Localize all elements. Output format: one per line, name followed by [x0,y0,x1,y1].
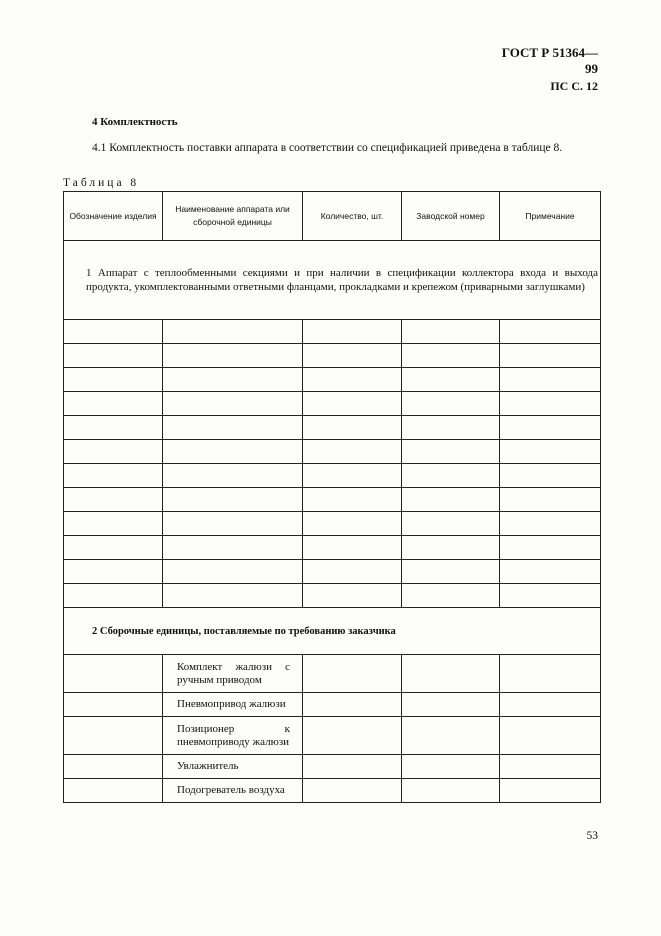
table-cell [402,440,500,464]
table-cell [500,440,601,464]
table-row [64,320,601,344]
table-cell [500,320,601,344]
table-cell [500,512,601,536]
page-reference: ПС С. 12 [550,79,598,93]
table-cell [303,693,402,717]
table-cell [64,320,163,344]
table-caption: Таблица 8 [63,177,140,189]
table-row [64,584,601,608]
table-row [64,536,601,560]
section1-text: 1 Аппарат с теплообменными секциями и при наличии в спецификации коллектора входа и выхода продукта, укомплектованными ответными фланцами, прокладками и крепежом (приварными заглушками) [86,267,598,293]
table-cell [64,464,163,488]
table-cell [64,368,163,392]
table-cell [64,560,163,584]
table-cell [64,536,163,560]
table-cell [303,440,402,464]
table-header-row [64,192,601,241]
table-cell [64,392,163,416]
table-cell [402,488,500,512]
empty-rows-group [64,320,601,608]
table-row [64,779,601,803]
standard-number: ГОСТ Р 51364—99 [501,45,598,76]
section-title: 4 Комплектность [92,116,178,128]
table-row [64,512,601,536]
table-cell [64,416,163,440]
item-name: Позиционер к пневмоприводу жалюзи [163,717,303,755]
table-cell [163,344,303,368]
table-cell [303,320,402,344]
table-cell [64,779,163,803]
table-cell [163,440,303,464]
section-paragraph: 4.1 Комплектность поставки аппарата в соответствии со спецификацией приведена в таблице 8. [92,142,563,154]
table-cell [64,584,163,608]
table-row [64,392,601,416]
item-name: Пневмопривод жалюзи [163,693,303,717]
section2-cell: 2 Сборочные единицы, поставляемые по требованию заказчика [64,608,601,655]
table-cell [500,368,601,392]
table-cell [402,655,500,693]
table-cell [64,755,163,779]
table-cell [64,655,163,693]
table-cell [303,779,402,803]
table-cell [402,779,500,803]
table-row [64,440,601,464]
table-cell [64,440,163,464]
item-name: Комплект жалюзи с ручным приводом [163,655,303,693]
table-cell [500,693,601,717]
table-cell [64,512,163,536]
table-cell [500,584,601,608]
table-cell [500,779,601,803]
table-cell [402,464,500,488]
table-row [64,344,601,368]
table-cell [303,416,402,440]
table-cell [163,584,303,608]
table-cell [402,536,500,560]
header-name: Наименование аппарата или сборочной единицы [163,192,303,241]
table-cell [500,655,601,693]
section2-row [64,608,601,655]
table-cell [303,512,402,536]
completeness-table [63,191,601,803]
table-cell [163,464,303,488]
table-cell [163,512,303,536]
table-cell [500,488,601,512]
table-cell [64,693,163,717]
table-cell [303,344,402,368]
table-row [64,464,601,488]
table-cell [402,560,500,584]
table-cell [163,560,303,584]
table-cell [402,320,500,344]
table-row [64,560,601,584]
table-row [64,717,601,755]
table-cell [500,755,601,779]
table-cell [64,488,163,512]
table-cell [163,320,303,344]
table-row [64,693,601,717]
table-cell [402,344,500,368]
header-quantity: Количество, шт. [303,192,402,241]
table-cell [402,717,500,755]
section1-row [64,241,601,320]
table-cell [163,536,303,560]
table-row [64,488,601,512]
table-cell [303,368,402,392]
item-name: Подогреватель воздуха [163,779,303,803]
table-cell [500,392,601,416]
table-row [64,368,601,392]
table-cell [303,560,402,584]
table-cell [402,416,500,440]
table-row [64,416,601,440]
table-cell [303,655,402,693]
table-cell [163,416,303,440]
table-cell [163,368,303,392]
table-cell [163,488,303,512]
table-cell [500,717,601,755]
table-cell [402,755,500,779]
table-cell [163,392,303,416]
table-cell [500,536,601,560]
table-cell [402,584,500,608]
table-cell [303,584,402,608]
header-serial-number: Заводской номер [402,192,500,241]
table-cell [64,344,163,368]
table-cell [402,392,500,416]
header-designation: Обозначение изделия [64,192,163,241]
table-cell [402,693,500,717]
table-cell [500,416,601,440]
table-cell [402,512,500,536]
page-number: 53 [586,830,598,842]
table-cell [402,368,500,392]
table-cell [500,560,601,584]
table-cell [303,717,402,755]
table-cell [303,392,402,416]
section1-cell [64,241,601,320]
table-cell [500,344,601,368]
table-cell [500,464,601,488]
table-cell [303,464,402,488]
table-cell [303,755,402,779]
table-cell [64,717,163,755]
header-note: Примечание [500,192,601,241]
item-name: Увлажнитель [163,755,303,779]
table-row [64,655,601,693]
table-row [64,755,601,779]
table-cell [303,488,402,512]
table-cell [303,536,402,560]
